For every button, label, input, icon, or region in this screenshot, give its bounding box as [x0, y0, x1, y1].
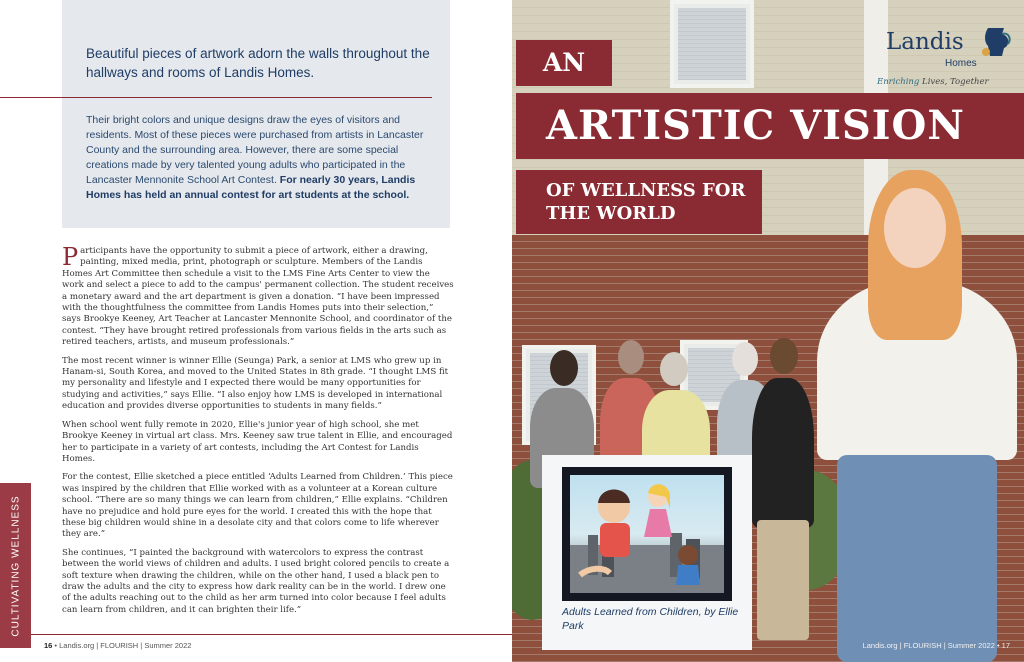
title-banner-sub: OF WELLNESS FOR THE WORLD: [516, 170, 762, 234]
artwork-card: [542, 455, 752, 650]
section-side-tab: [0, 483, 31, 648]
footer-divider: [31, 634, 512, 635]
page-number: 16: [44, 641, 53, 650]
logo-tagline-text: Lives, Together: [919, 77, 989, 87]
pitcher-icon: [980, 24, 1014, 60]
title-banner-main: ARTISTIC VISION: [516, 93, 1024, 159]
window: [670, 0, 754, 88]
article-paragraph-5: She continues, “I painted the background with watercolors to express the contrast between the world views of children and adults. I used bright colored pencils to create a soft texture when drawing the children, while on the other hand, I used a black pen to draw the adults and the city to express how dark reality can be in the world. I drew one of the adults reaching out to the child as her arm turned into color because I feel adults can learn from children, and it can brighten their life.”: [62, 547, 450, 615]
person-head: [732, 342, 758, 376]
landis-homes-logo: [867, 16, 1017, 94]
drop-cap: P: [62, 243, 79, 271]
article-body: [62, 243, 454, 623]
person: [752, 378, 814, 528]
article-paragraph-3: When school went fully remote in 2020, Ellie's junior year of high school, she met Brookye Keeney in virtual art class. Mrs. Keeney saw true talent in Ellie, and encouraged her to participate in a variety of art contests, including the Art Contest for Landis Homes.: [62, 419, 453, 464]
artwork-frame: [562, 467, 732, 601]
article-paragraph-4: For the contest, Ellie sketched a piece entitled ‘Adults Learned from Children.’ This piece was inspired by the children that Ellie worked with as a volunteer at a Korean culture school. “There are so many things we can learn from children,” Ellie explains. “Children have no prejudice and hold pure eyes for the world. I created this with the hope that these big children would shine in a desolate city and that colors come to life wherever they are.”: [62, 472, 453, 540]
intro-body-emphasis: For nearly 30 years, Landis Homes has held an annual contest for art students at the school.: [86, 174, 416, 201]
right-page: [512, 0, 1024, 662]
person-legs: [757, 520, 809, 640]
article-paragraph-1: [62, 243, 454, 349]
intro-divider: [0, 97, 432, 98]
person-head: [618, 340, 644, 374]
artwork-image: [570, 475, 724, 593]
person-jeans: [837, 455, 997, 662]
footer-right: Landis.org | FLOURISH | Summer 2022 • 17: [862, 641, 1010, 650]
intro-body: [86, 113, 426, 203]
artwork-illustration: [570, 475, 724, 593]
logo-wordmark: Landis: [886, 29, 964, 55]
paragraph-1-text: articipants have the opportunity to submit a piece of artwork, either a drawing, painting, mixed media, print, photograph or sculpture. Members of the Landis Homes Art Committee then schedule a visit to the LMS Fine Arts Center to view the work and select a piece to add to the campus' permanent collection. The student receives a monetary award and the art department is given a donation. “I have been impressed with the thoughtfulness the committee from Landis Homes puts into their selection,” says Brookye Keeney, Art Teacher at Lancaster Mennonite School, and coordinator of the contest. “They have brought retired professionals from various fields in the arts such as retired teachers, artists, and museum professionals.”: [62, 246, 454, 348]
footer-left-text: • Landis.org | FLOURISH | Summer 2022: [52, 641, 192, 650]
person-head: [660, 352, 688, 386]
intro-lead: Beautiful pieces of artwork adorn the walls throughout the hallways and rooms of Landis Homes.: [86, 46, 430, 80]
person-head: [770, 338, 798, 374]
logo-subword: Homes: [945, 58, 977, 69]
artwork-caption: Adults Learned from Children, by Ellie Park: [562, 606, 739, 632]
article-paragraph-2: The most recent winner is winner Ellie (Seunga) Park, a senior at LMS who grew up in Hanam-si, South Korea, and moved to the United States in 8th grade. “I thought LMS fit my personality and lifestyle and I expected there would be many opportunities for studying and activities,” says Ellie. “I also enjoy how LMS is developed in international education and provides diverse opportunities to students in many fields.”: [62, 355, 449, 412]
title-banner-an: AN: [516, 40, 612, 86]
person-face: [884, 188, 946, 268]
person-head: [550, 350, 578, 386]
footer-left: [44, 641, 191, 650]
logo-tagline-script: Enriching: [877, 77, 920, 87]
side-tab-label: CULTIVATING WELLNESS: [10, 494, 21, 637]
logo-tagline: [877, 77, 989, 87]
intro-body-text: Their bright colors and unique designs draw the eyes of visitors and residents. Most of these pieces were purchased from artists in Lancaster County and the surrounding area. However, there are some special creations made by very talented young adults who participated in the Lancaster Mennonite School Art Contest.: [86, 114, 424, 186]
